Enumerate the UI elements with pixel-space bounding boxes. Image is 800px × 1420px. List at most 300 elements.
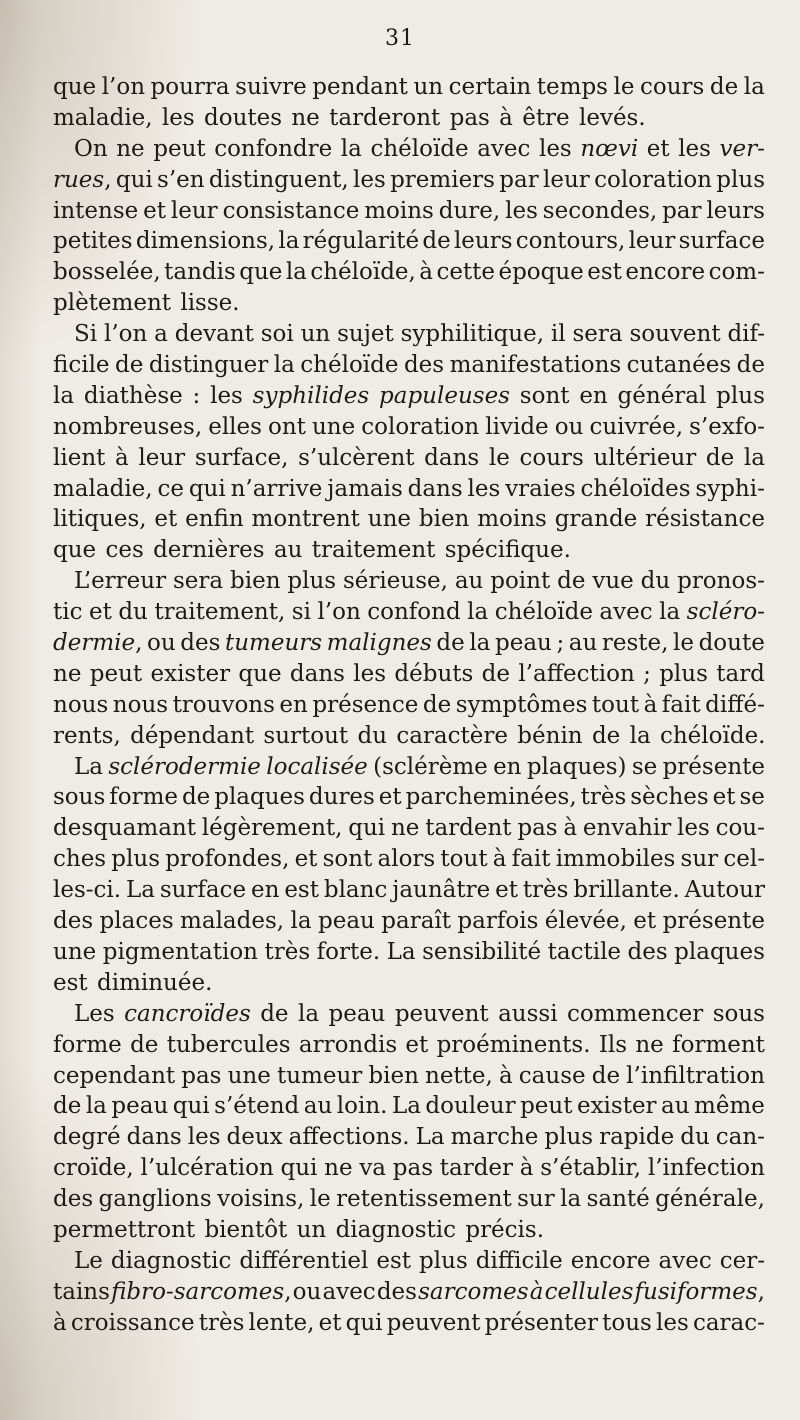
word: traitement, xyxy=(154,599,286,626)
word: croïde, xyxy=(53,1155,134,1182)
text-line xyxy=(53,535,765,566)
word: se xyxy=(631,753,658,780)
word: tarderont xyxy=(329,104,441,131)
word: de xyxy=(422,691,452,718)
word: un xyxy=(300,321,331,348)
word: commencer xyxy=(567,1000,704,1027)
word: cer- xyxy=(719,1247,765,1274)
text-line xyxy=(53,1091,765,1122)
word: en xyxy=(279,691,308,718)
word: chéloïdes xyxy=(580,475,691,502)
word: fait xyxy=(511,846,551,873)
word: même xyxy=(694,1093,765,1120)
word: l’on xyxy=(317,599,361,626)
word: est xyxy=(376,1247,412,1274)
word: qui xyxy=(172,1093,210,1120)
word: une xyxy=(367,506,412,533)
word: surtout xyxy=(263,722,349,749)
word: les xyxy=(656,1309,689,1336)
word: en xyxy=(493,753,522,780)
word: point xyxy=(490,568,551,595)
word: que xyxy=(53,537,97,564)
word: spécifique. xyxy=(444,537,571,564)
word: et xyxy=(405,1031,429,1058)
word: sérieuse, xyxy=(343,568,448,595)
word: au xyxy=(303,1093,333,1120)
word: s’étend xyxy=(214,1093,300,1120)
word: qui xyxy=(188,475,226,502)
text-line xyxy=(53,1246,765,1277)
word: can- xyxy=(715,1124,765,1151)
word: et xyxy=(646,135,670,162)
word: blanc xyxy=(323,877,388,904)
word: maladie, xyxy=(53,104,153,131)
word: la xyxy=(743,74,765,100)
text-line xyxy=(53,443,765,474)
word: Les xyxy=(74,1000,115,1027)
word: de xyxy=(557,568,586,595)
word: jamais xyxy=(327,475,403,502)
word: n’arrive xyxy=(230,475,323,502)
word: et xyxy=(495,877,518,904)
word: paraît xyxy=(381,908,452,935)
word: les xyxy=(353,166,386,193)
word: à xyxy=(498,1062,513,1089)
word: l’infection xyxy=(647,1155,765,1182)
word: l’ulcération xyxy=(140,1155,274,1182)
word: élevée, xyxy=(544,908,627,935)
word: temps xyxy=(536,74,608,100)
word: et xyxy=(633,908,657,935)
word: légèrement, xyxy=(201,815,343,842)
text-line xyxy=(53,844,765,875)
word: encore xyxy=(625,259,706,286)
word: coloration xyxy=(594,166,712,193)
word: au xyxy=(454,568,484,595)
word: marche xyxy=(450,1124,539,1151)
word: de xyxy=(591,722,621,749)
word: tactile xyxy=(547,938,622,965)
word: ce xyxy=(157,475,184,502)
word: pas xyxy=(449,104,490,131)
word: ne xyxy=(635,1031,664,1058)
word: trouvons xyxy=(172,691,275,718)
word: tard xyxy=(716,660,765,687)
word: très xyxy=(264,938,311,965)
word: surface, xyxy=(194,444,289,471)
word: symptômes xyxy=(455,691,588,718)
word: du xyxy=(680,1124,710,1151)
word: (sclérème xyxy=(373,753,488,780)
word: que xyxy=(239,259,283,286)
word: époque xyxy=(498,259,584,286)
word: parfois xyxy=(457,908,539,935)
word: plaques xyxy=(214,784,305,811)
word: à xyxy=(53,1309,67,1336)
word: des xyxy=(627,938,668,965)
word: la xyxy=(743,444,765,471)
word: un xyxy=(413,74,444,100)
word: les xyxy=(187,1124,221,1151)
word: et xyxy=(294,846,318,873)
word: levés. xyxy=(578,104,646,131)
word: s’ulcèrent xyxy=(298,444,415,471)
word: moins xyxy=(477,506,547,533)
word: exister xyxy=(576,1093,657,1120)
word: cou- xyxy=(715,815,765,842)
word: sera xyxy=(572,321,623,348)
word: les xyxy=(678,135,711,162)
word: par xyxy=(499,166,539,193)
word: Autour xyxy=(684,877,765,904)
word: dans xyxy=(424,444,480,471)
word: ches xyxy=(53,846,107,873)
word: premiers xyxy=(390,166,495,193)
word: peau xyxy=(111,1093,169,1120)
word: une xyxy=(53,938,97,965)
word: qui xyxy=(345,1309,383,1336)
word: sur xyxy=(517,1186,555,1213)
word: loin. xyxy=(336,1093,388,1120)
word: de xyxy=(436,630,465,657)
word: présente xyxy=(662,753,765,780)
word: sont xyxy=(519,382,570,409)
word: la xyxy=(285,259,307,286)
word: devant xyxy=(174,321,254,348)
word: secondes, xyxy=(542,197,658,224)
text-line xyxy=(53,968,765,999)
word: une xyxy=(227,1062,271,1089)
word: et xyxy=(318,1309,342,1336)
word: places xyxy=(99,908,174,935)
word: la xyxy=(278,228,300,255)
text-line xyxy=(53,1215,765,1246)
word: ou xyxy=(554,413,584,440)
word: et xyxy=(88,599,112,626)
word: tumeur xyxy=(276,1062,363,1089)
word: confondre xyxy=(214,135,333,162)
word: fibro-sarcomes, xyxy=(111,1278,292,1305)
word: rapide xyxy=(599,1124,675,1151)
word: dimensions, xyxy=(135,228,276,255)
word: confond xyxy=(367,599,461,626)
word: dermie, xyxy=(53,630,143,657)
word: peau xyxy=(328,1000,386,1027)
word: de xyxy=(736,352,765,379)
word: cours xyxy=(519,444,584,471)
word: fait xyxy=(661,691,701,718)
word: des xyxy=(403,352,445,379)
word: tains xyxy=(53,1278,110,1305)
word: malignes xyxy=(326,630,432,657)
text-line xyxy=(53,813,765,844)
word: qui xyxy=(280,1155,318,1182)
word: ou xyxy=(292,1278,322,1305)
word: l’on xyxy=(101,74,146,100)
text-line xyxy=(53,288,765,319)
word: rents, xyxy=(53,722,121,749)
word: les xyxy=(538,135,572,162)
word: si xyxy=(291,599,311,626)
word: pronos- xyxy=(677,568,765,595)
word: être xyxy=(522,104,570,131)
word: la xyxy=(273,352,295,379)
word: dif- xyxy=(727,321,765,348)
word: à xyxy=(563,815,578,842)
word: la xyxy=(629,722,651,749)
text-line xyxy=(53,937,765,968)
word: en xyxy=(251,877,280,904)
word: immobiles xyxy=(555,846,676,873)
word: doutes xyxy=(204,104,283,131)
word: très xyxy=(580,784,627,811)
word: plus xyxy=(111,846,160,873)
word: tardent xyxy=(425,815,512,842)
word: On xyxy=(74,135,108,162)
word: la xyxy=(85,1093,107,1120)
word: dures xyxy=(308,784,375,811)
word: cel- xyxy=(723,846,765,873)
word: chéloïde xyxy=(300,352,399,379)
word: pas xyxy=(517,815,558,842)
word: un xyxy=(296,1216,327,1243)
word: la xyxy=(53,382,75,409)
word: plaques xyxy=(674,938,765,965)
word: bénin xyxy=(517,722,583,749)
word: ultérieur xyxy=(593,444,697,471)
word: de xyxy=(591,1062,621,1089)
word: com- xyxy=(708,259,765,286)
text-line xyxy=(53,134,765,165)
word: diffé- xyxy=(705,691,765,718)
word: de xyxy=(481,660,510,687)
word: peut xyxy=(89,660,143,687)
word: à xyxy=(643,691,658,718)
word: cutanées xyxy=(626,352,732,379)
word: présente xyxy=(662,908,765,935)
word: litiques, xyxy=(53,506,147,533)
word: la xyxy=(560,1186,582,1213)
word: a xyxy=(154,321,168,348)
word: plaques) xyxy=(526,753,627,780)
word: jaunâtre xyxy=(392,877,491,904)
word: carac- xyxy=(692,1309,765,1336)
word: la xyxy=(340,135,362,162)
word: avec xyxy=(599,599,653,626)
word: sensibilité xyxy=(422,938,542,965)
word: ne xyxy=(53,660,82,687)
word: La xyxy=(74,753,103,780)
word: leur xyxy=(170,197,218,224)
word: bien xyxy=(418,506,470,533)
word: sclérodermie xyxy=(108,753,261,780)
word: la xyxy=(467,599,489,626)
word: sur xyxy=(680,846,719,873)
word: bientôt xyxy=(204,1216,288,1243)
word: permettront xyxy=(53,1216,196,1243)
word: dans xyxy=(126,1124,182,1151)
word: qui xyxy=(348,815,386,842)
word: grande xyxy=(554,506,638,533)
text-line xyxy=(53,103,765,134)
word: à xyxy=(492,846,507,873)
word: résistance xyxy=(645,506,765,533)
text-line xyxy=(53,906,765,937)
word: régularité xyxy=(302,228,420,255)
word: La xyxy=(125,877,155,904)
text-line xyxy=(53,474,765,505)
text-line xyxy=(53,597,765,628)
word: manifestations xyxy=(449,352,622,379)
word: cuivrée, xyxy=(589,413,684,440)
word: souvent xyxy=(629,321,721,348)
text-line xyxy=(53,412,765,443)
word: intense xyxy=(53,197,139,224)
word: forte. xyxy=(316,938,381,965)
word: que xyxy=(53,74,97,100)
word: plus xyxy=(287,568,337,595)
word: de xyxy=(260,1000,289,1027)
word: ont xyxy=(268,413,306,440)
word: ou xyxy=(147,630,176,657)
word: plus xyxy=(544,1124,594,1151)
page-number: 31 xyxy=(385,26,415,51)
word: cause xyxy=(518,1062,586,1089)
word: ne xyxy=(390,815,420,842)
text-line xyxy=(53,782,765,813)
word: à xyxy=(419,259,433,286)
word: envahir xyxy=(582,815,672,842)
word: tubercules xyxy=(166,1031,291,1058)
word: La xyxy=(391,1093,421,1120)
word: leurs xyxy=(453,228,513,255)
word: proéminents. xyxy=(436,1031,591,1058)
text-line xyxy=(53,1277,765,1308)
word: les xyxy=(210,382,243,409)
word: difficile xyxy=(475,1247,563,1274)
word: dépendant xyxy=(130,722,255,749)
word: traitement xyxy=(311,537,436,564)
word: les xyxy=(467,475,501,502)
word: de xyxy=(422,228,451,255)
word: de xyxy=(130,1031,159,1058)
text-line xyxy=(53,319,765,350)
word: syphilitique, xyxy=(400,321,545,348)
word: l’affection xyxy=(518,660,635,687)
word: des xyxy=(376,1278,417,1305)
text-line xyxy=(53,196,765,227)
word: forme xyxy=(53,1031,122,1058)
word: avec xyxy=(322,1278,376,1305)
word: peuvent xyxy=(386,1309,481,1336)
word: tic xyxy=(53,599,83,626)
word: de xyxy=(181,784,211,811)
word: la xyxy=(297,1000,320,1027)
word: leur xyxy=(138,444,186,471)
word: chéloïde. xyxy=(659,722,766,749)
word: sarcomes xyxy=(418,1278,529,1305)
word: sont xyxy=(322,846,373,873)
word: le xyxy=(309,1186,331,1213)
word: pigmentation xyxy=(102,938,258,965)
word: plus xyxy=(716,382,765,409)
word: santé xyxy=(586,1186,650,1213)
word: Le xyxy=(74,1247,103,1274)
word: forment xyxy=(672,1031,765,1058)
word: enfin xyxy=(185,506,244,533)
word: contours, xyxy=(515,228,626,255)
word: cellules xyxy=(544,1278,634,1305)
word: de xyxy=(705,444,735,471)
word: à xyxy=(499,104,513,131)
word: le xyxy=(673,630,694,657)
word: syphi- xyxy=(695,475,765,502)
word: les xyxy=(353,660,387,687)
word: surface xyxy=(159,877,247,904)
word: petites xyxy=(53,228,133,255)
word: plus xyxy=(659,660,708,687)
word: diathèse xyxy=(83,382,183,409)
word: tandis xyxy=(164,259,236,286)
body-text xyxy=(53,72,765,1339)
text-line xyxy=(53,504,765,535)
word: doute xyxy=(698,630,765,657)
text-line xyxy=(53,226,765,257)
word: Si xyxy=(74,321,98,348)
word: cependant xyxy=(53,1062,176,1089)
word: très xyxy=(522,877,569,904)
word: s’établir, xyxy=(540,1155,642,1182)
text-line xyxy=(53,1030,765,1061)
word: forme xyxy=(109,784,178,811)
word: des xyxy=(53,908,94,935)
word: La xyxy=(415,1124,445,1151)
text-line xyxy=(53,165,765,196)
text-line xyxy=(53,721,765,752)
word: degré xyxy=(53,1124,121,1151)
word: sujet xyxy=(337,321,394,348)
word: croissance xyxy=(70,1309,195,1336)
word: est xyxy=(587,259,622,286)
word: exister xyxy=(150,660,231,687)
word: à xyxy=(115,444,129,471)
word: débuts xyxy=(394,660,474,687)
word: certain xyxy=(448,74,532,100)
word: caractère xyxy=(396,722,508,749)
word: ; xyxy=(556,630,565,657)
word: une xyxy=(311,413,356,440)
word: nœvi xyxy=(580,135,639,162)
word: ganglions xyxy=(98,1186,212,1213)
word: dans xyxy=(407,475,463,502)
word: plètement xyxy=(53,290,172,317)
word: au xyxy=(661,1093,690,1120)
word: général xyxy=(617,382,707,409)
word: voisins, xyxy=(217,1186,305,1213)
word: sèches xyxy=(630,784,709,811)
word: consistance xyxy=(222,197,360,224)
word: et xyxy=(154,506,178,533)
word: diminuée. xyxy=(96,969,213,996)
text-line xyxy=(53,257,765,288)
word: la xyxy=(469,630,491,657)
word: L’erreur xyxy=(74,568,167,595)
word: reste, xyxy=(601,630,669,657)
word: chéloïde xyxy=(370,135,469,162)
word: encore xyxy=(570,1247,651,1274)
word: les xyxy=(505,197,538,224)
word: nombreuses, xyxy=(53,413,203,440)
